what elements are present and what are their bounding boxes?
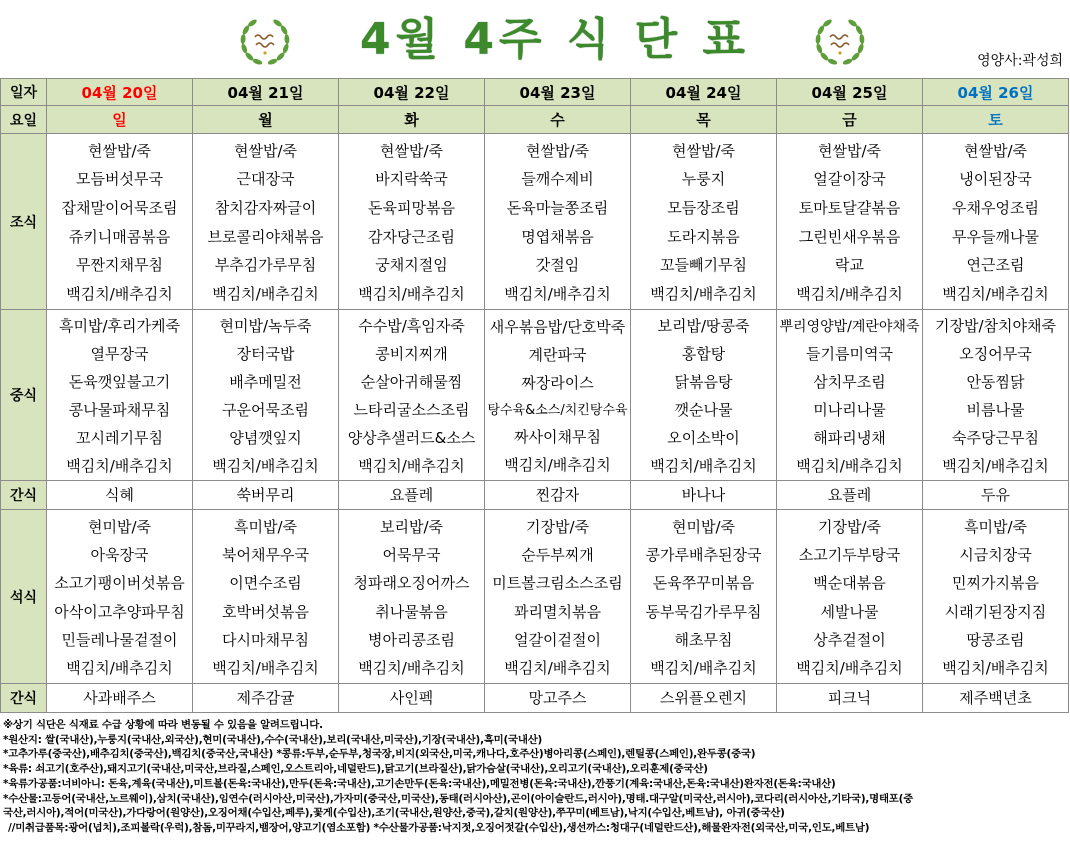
menu-item: 현쌀밥/죽 [87,141,151,160]
menu-item: 백김치/배추김치 [358,285,465,304]
menu-item: 백순대볶음 [813,574,886,593]
snack1-cell [777,481,923,510]
menu-item: 우채우엉조림 [952,199,1039,218]
weekday-text: 목 [696,111,711,129]
snack2-cell [339,684,485,713]
snack1-cell [47,481,193,510]
menu-item: 오징어무국 [959,345,1032,364]
menu-item: 백김치/배추김치 [212,285,319,304]
breakfast-cell [339,134,485,310]
row-label-text: 간식 [9,488,38,504]
row-label-text: 석식 [9,589,38,606]
page-title: 4월 4주 식 단 표 [359,14,751,65]
menu-item: 기장밥/참치야채죽 [935,317,1056,336]
snack-item: 바나나 [681,485,726,504]
menu-item: 돈육쭈꾸미볶음 [652,574,755,593]
breakfast-cell [631,134,777,310]
date-cell [631,79,777,106]
menu-item: 병아리콩조림 [368,630,455,649]
menu-item: 흑미밥/후리가케죽 [59,317,180,336]
menu-item: 민찌가지볶음 [952,574,1039,593]
row-label-text: 조식 [9,214,38,231]
weekday-text: 월 [258,111,273,129]
menu-item: 백김치/배추김치 [504,285,611,304]
menu-item: 다시마채무침 [222,630,309,649]
row-label-text: 요일 [9,112,38,129]
lunch-cell [485,310,631,481]
date-cell [47,79,193,106]
menu-item: 순살아귀해물찜 [360,373,463,392]
menu-item: 소고기두부탕국 [798,545,901,564]
menu-item: 순두부찌개 [521,545,594,564]
menu-item: 청파래오징어까스 [353,574,470,593]
menu-item: 기장밥/죽 [817,517,881,536]
lunch-cell [923,310,1069,481]
menu-item: 깻순나물 [674,400,733,419]
dinner-cell [923,510,1069,684]
menu-item: 안동찜닭 [966,373,1025,392]
menu-item: 삼치무조림 [813,372,886,391]
logo-left [237,13,293,69]
menu-item: 누룽지 [681,170,726,189]
menu-item: 오이소박이 [667,428,740,447]
snack1-cell [339,481,485,510]
menu-item: 흑미밥/죽 [233,517,297,536]
menu-item: 아욱장국 [90,545,149,564]
snack-item: 요플레 [389,485,434,504]
menu-item: 호박버섯볶음 [222,602,309,621]
snack2-cell [777,684,923,713]
weekday-cell [923,106,1069,134]
menu-item: 콩나물파채무침 [68,400,171,419]
menu-item: 양상추샐러드&소스 [347,428,476,447]
menu-item: 느타리굴소스조림 [353,400,470,419]
menu-item: 숙주당근무침 [952,428,1039,447]
breakfast-cell [193,134,339,310]
snack-item: 제주백년초 [959,688,1032,707]
menu-item: 현쌀밥/죽 [671,141,735,160]
menu-item: 양념깻잎지 [229,428,302,447]
menu-item: 시래기된장지짐 [944,602,1047,621]
lunch-cell [47,310,193,481]
menu-item: 락교 [835,256,864,275]
snack-item: 스위플오렌지 [660,688,747,707]
snack2-cell [923,684,1069,713]
date-text: 04월 26일 [957,83,1034,102]
menu-item: 보리밥/죽 [379,517,443,536]
date-cell [777,79,923,106]
menu-item: 백김치/배추김치 [650,456,757,475]
snack2-cell [631,684,777,713]
row-label-text: 중식 [9,388,38,404]
date-text: 04월 24일 [665,83,742,102]
menu-item: 보리밥/땅콩죽 [657,317,750,336]
menu-item: 브로콜리야채볶음 [207,227,324,246]
snack1-cell [923,481,1069,510]
menu-item: 기장밥/죽 [525,517,589,536]
menu-item: 시금치장국 [959,545,1032,564]
menu-item: 도라지볶음 [667,227,740,246]
row-label-snack1 [1,481,47,510]
menu-item: 그린빈새우볶음 [798,227,901,246]
menu-item: 무짠지채무침 [76,256,163,275]
menu-item: 백김치/배추김치 [942,659,1049,678]
menu-item: 명엽채볶음 [521,227,594,246]
date-text: 04월 22일 [373,83,450,102]
menu-item: 백김치/배추김치 [66,659,173,678]
weekday-text: 일 [112,111,127,129]
snack-item: 사과배주스 [83,688,156,707]
date-cell [485,79,631,106]
menu-item: 미나리나물 [813,400,886,419]
menu-item: 홍합탕 [681,345,726,364]
menu-item: 잡채말이어묵조림 [61,199,178,218]
weekday-text: 수 [550,111,565,129]
menu-item: 얼갈이장국 [813,170,886,189]
footer-notes [3,718,1067,836]
menu-item: 백김치/배추김치 [796,659,903,678]
date-cell [923,79,1069,106]
lunch-cell [339,310,485,481]
note-line: *원산지: 쌀(국내산),누룽지(국내산,외국산),현미(국내산),수수(국내산),보리(국내산,미국산),기장(국내산),흑미(국내산) [3,733,543,746]
note-line: 국산,러시아),적어(미국산),가다랑어(원양산),오징어채(수입산,페루),꽃게(수입산),조기(국내산,원양산,중국),갈치(원양산),쭈꾸미(베트남),낙지(수입산,베트남), 아귀(중국산) [3,807,785,820]
lunch-cell [777,310,923,481]
logo-right [812,13,868,69]
menu-item: 현쌀밥/죽 [963,141,1027,160]
weekday-text: 화 [404,111,419,129]
menu-item: 백김치/배추김치 [212,456,319,475]
menu-item: 돈육피망볶음 [368,199,455,218]
menu-item: 해초무침 [674,630,733,649]
menu-item: 현미밥/녹두죽 [219,317,312,336]
dinner-cell [777,510,923,684]
snack-item: 피크닉 [827,688,872,707]
row-label-dinner [1,510,47,684]
menu-item: 근대장국 [236,170,295,189]
date-cell [193,79,339,106]
row-label-snack2 [1,684,47,713]
menu-item: 백김치/배추김치 [66,285,173,304]
menu-item: 현쌀밥/죽 [233,141,297,160]
snack-item: 요플레 [827,485,872,504]
menu-item: 계란파국 [528,345,587,364]
menu-item: 해파리냉채 [813,428,886,447]
note-line: *고추가루(중국산),배추김치(중국산),백김치(중국산,국내산) *콩류:두부,순두부,청국장,비지(외국산,미국,캐나다,호주산)병아리콩(스페인),렌틸콩(스페인),완두콩(중국) [3,748,756,761]
menu-item: 현미밥/죽 [87,517,151,536]
menu-item: 배추메밀전 [229,373,302,392]
snack1-cell [193,481,339,510]
menu-item: 돈육마늘쫑조림 [506,199,609,218]
breakfast-cell [777,134,923,310]
note-line: //미취급품목:광어(넙치),조피볼락(우럭),참돔,미꾸라지,뱀장어,양고기(염소포함) *수산물가공품:낙지젓,오징어젓갈(수입산),생선까스:청대구(네덜란드산),해물완자전(외국산,미국,인도,베트남) [8,821,870,834]
weekday-text: 금 [842,111,857,129]
menu-item: 새우볶음밥/단호박죽 [489,317,626,336]
menu-item: 토마토달걀볶음 [798,199,901,218]
menu-item: 장터국밥 [236,345,295,364]
menu-item: 탕수육&소스/치킨탕수육 [487,403,628,419]
row-label-weekday [1,106,47,134]
menu-item: 얼갈이겉절이 [514,630,601,649]
menu-item: 상추겉절이 [813,630,886,649]
row-label-breakfast [1,134,47,310]
menu-item: 모듬장조림 [667,199,740,218]
snack-item: 망고주스 [528,688,587,707]
menu-item: 백김치/배추김치 [650,659,757,678]
date-text: 04월 20일 [81,83,158,102]
menu-item: 수수밥/흑임자죽 [358,317,465,336]
menu-item: 세발나물 [820,602,879,621]
menu-item: 백김치/배추김치 [212,659,319,678]
weekday-cell [47,106,193,134]
weekday-cell [631,106,777,134]
snack1-cell [485,481,631,510]
dinner-cell [485,510,631,684]
dinner-cell [631,510,777,684]
menu-item: 구운어묵조림 [222,400,309,419]
menu-item: 아삭이고추양파무침 [54,602,185,621]
menu-item: 감자당근조림 [368,227,455,246]
menu-item: 백김치/배추김치 [796,456,903,475]
menu-item: 궁채지절임 [375,256,448,275]
menu-item: 무우들깨나물 [952,227,1039,246]
menu-item: 현쌀밥/죽 [379,141,443,160]
note-line: *육류: 쇠고기(호주산),돼지고기(국내산,미국산,브라질,스페인,오스트리아,네덜란드),닭고기(브라질산),닭가슴살(국내산),오리고기(국내산),오리훈제(중국산) [3,763,708,776]
menu-item: 백김치/배추김치 [358,456,465,475]
menu-item: 이면수조림 [229,574,302,593]
dinner-cell [47,510,193,684]
menu-item: 백김치/배추김치 [504,456,611,475]
menu-item: 연근조림 [966,256,1025,275]
snack-item: 식혜 [105,485,134,504]
menu-item: 현쌀밥/죽 [525,141,589,160]
menu-table [0,78,1069,713]
menu-item: 취나물볶음 [375,602,448,621]
snack2-cell [485,684,631,713]
menu-item: 꽈리멸치볶음 [514,602,601,621]
menu-item: 콩가루배추된장국 [645,545,762,564]
menu-item: 짜사이채무침 [514,428,601,447]
menu-item: 미트볼크림소스조림 [492,574,623,593]
menu-item: 북어채무우국 [222,545,309,564]
row-label-text: 일자 [9,85,38,101]
menu-item: 백김치/배추김치 [66,456,173,475]
menu-item: 꼬시레기무침 [76,428,163,447]
snack-item: 두유 [981,485,1010,504]
menu-item: 뿌리영양밥/계란야채죽 [779,318,920,335]
lunch-cell [193,310,339,481]
menu-item: 흑미밥/죽 [963,517,1027,536]
note-line: ※상기 식단은 식재료 수급 상황에 따라 변동될 수 있음을 알려드립니다. [3,719,323,731]
weekday-cell [777,106,923,134]
menu-item: 갓절임 [535,256,580,275]
row-label-text: 간식 [9,691,38,707]
breakfast-cell [485,134,631,310]
menu-item: 들깨수제비 [521,170,594,189]
row-label-date [1,79,47,106]
menu-item: 동부묵김가루무침 [645,602,762,621]
note-line: *육류가공품:너비아니: 돈육,계육(국내산),미트볼(돈육:국내산),만두(돈육:국내산),고기손만두(돈육:국내산),메밀전병(돈육:국내산),깐풍기(계육:국내산,돈육:국내산)완자전(돈육:국내산) [3,777,836,790]
menu-item: 땅콩조림 [966,630,1025,649]
menu-item: 닭볶음탕 [674,373,733,392]
menu-item: 짜장라이스 [521,373,594,392]
menu-item: 백김치/배추김치 [358,659,465,678]
menu-item: 어묵무국 [382,545,441,564]
menu-item: 백김치/배추김치 [942,285,1049,304]
menu-item: 부추김가루무침 [214,256,317,275]
breakfast-cell [47,134,193,310]
menu-item: 현쌀밥/죽 [817,141,881,160]
dinner-cell [339,510,485,684]
menu-item: 백김치/배추김치 [650,285,757,304]
snack1-cell [631,481,777,510]
snack-item: 사인펙 [389,688,434,707]
menu-item: 백김치/배추김치 [796,285,903,304]
snack-item: 찐감자 [535,485,580,504]
menu-item: 비름나물 [966,400,1025,419]
snack-item: 쑥버무리 [236,485,295,504]
menu-item: 쥬키니매콤볶음 [68,227,171,246]
menu-item: 백김치/배추김치 [504,659,611,678]
menu-item: 냉이된장국 [959,170,1032,189]
note-line: *수산물:고등어(국내산,노르웨이),삼치(국내산),임연수(러시아산,미국산),가자미(중국산,미국산),동태(러시아산),곤이(아이슬란드,러시아),명태.대구알(미국산,러시아),코다리(러시아산,기타국),명태포(중 [3,792,914,805]
menu-item: 모듬버섯무국 [76,170,163,189]
weekday-cell [193,106,339,134]
date-cell [339,79,485,106]
menu-item: 열무장국 [90,345,149,364]
menu-item: 돈육깻잎불고기 [68,373,171,392]
menu-item: 들기름미역국 [806,344,893,363]
menu-item: 민들레나물겉절이 [61,630,178,649]
snack2-cell [193,684,339,713]
snack2-cell [47,684,193,713]
menu-item: 콩비지찌개 [375,345,448,364]
menu-item: 소고기팽이버섯볶음 [54,574,185,593]
menu-item: 현미밥/죽 [671,517,735,536]
weekday-cell [339,106,485,134]
dietitian-name: 영양사:곽성희 [977,53,1063,69]
date-text: 04월 23일 [519,83,596,102]
weekday-text: 토 [988,111,1003,129]
breakfast-cell [923,134,1069,310]
dinner-cell [193,510,339,684]
menu-item: 백김치/배추김치 [942,456,1049,475]
weekday-cell [485,106,631,134]
menu-item: 바지락쑥국 [375,170,448,189]
snack-item: 제주감귤 [236,688,295,707]
date-text: 04월 21일 [227,83,304,102]
menu-item: 꼬들빼기무침 [660,256,747,275]
date-text: 04월 25일 [811,83,888,102]
lunch-cell [631,310,777,481]
row-label-lunch [1,310,47,481]
menu-item: 참치감자짜글이 [214,199,317,218]
